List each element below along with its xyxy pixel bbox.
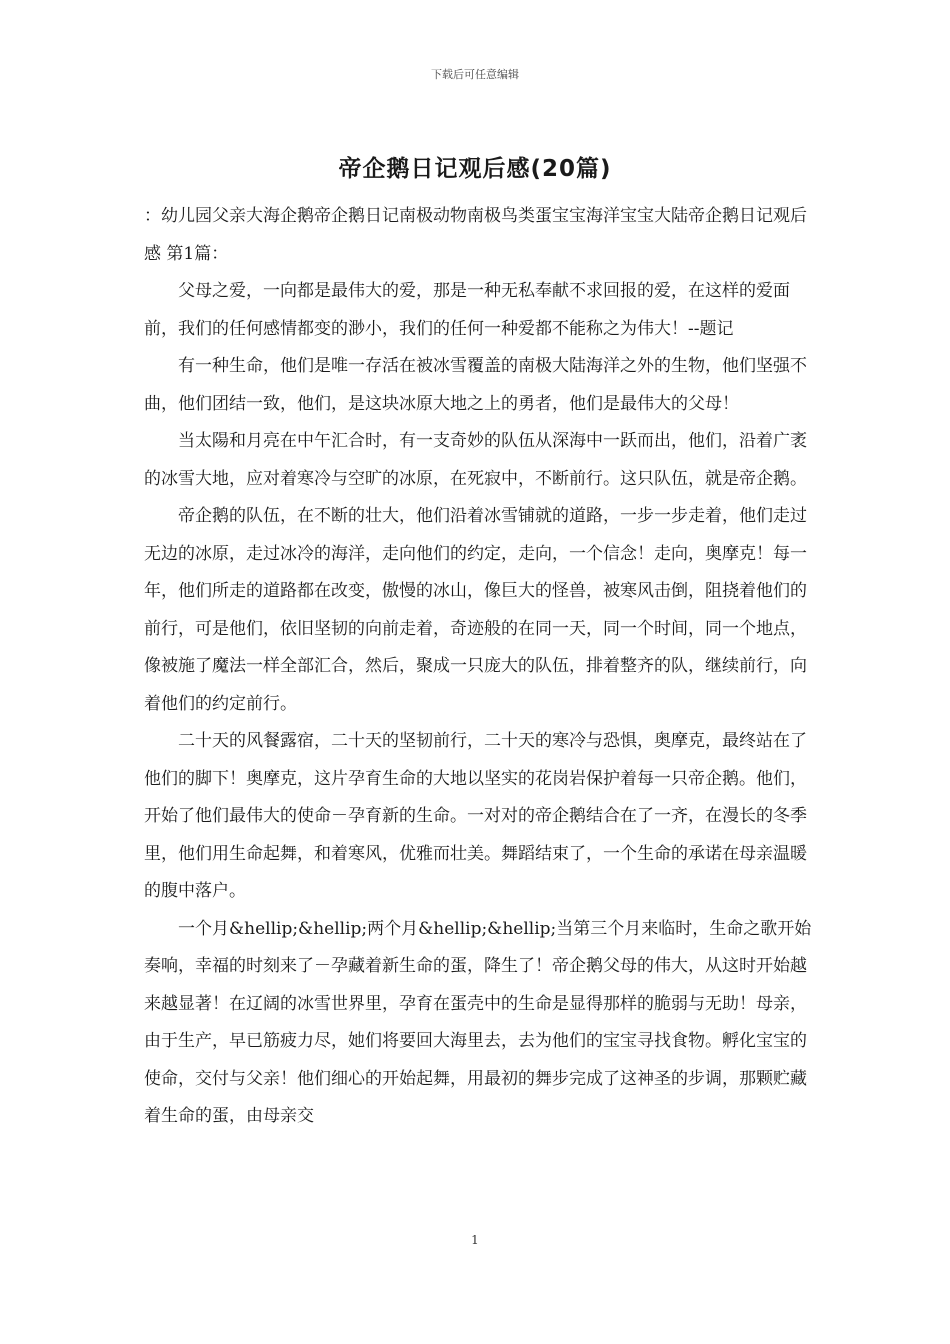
body-paragraph: 帝企鹅的队伍，在不断的壮大，他们沿着冰雪铺就的道路，一步一步走着，他们走过无边的冰原，走过冰冷的海洋，走向他们的约定，走向，一个信念！走向，奥摩克！每一年，他们所走的道路都在改变，傲慢的冰山，像巨大的怪兽，被寒风击倒，阻挠着他们的前行，可是他们，依旧坚韧的向前走着，奇迹般的在同一天，同一个时间，同一个地点，像被施了魔法一样全部汇合，然后，聚成一只庞大的队伍，排着整齐的队，继续前行，向着他们的约定前行。 <box>144 506 807 714</box>
body-paragraph: 有一种生命，他们是唯一存活在被冰雪覆盖的南极大陆海洋之外的生物，他们坚强不曲，他们团结一致，他们，是这块冰原大地之上的勇者，他们是最伟大的父母！ <box>144 356 807 414</box>
page-header-note: 下载后可任意编辑 <box>431 68 519 81</box>
lead-paragraph: ：幼儿园父亲大海企鹅帝企鹅日记南极动物南极鸟类蛋宝宝海洋宝宝大陆帝企鹅日记观后感 第1篇： <box>144 206 807 264</box>
document-body <box>144 198 812 1136</box>
body-paragraph: 二十天的风餐露宿，二十天的坚韧前行，二十天的寒冷与恐惧，奥摩克，最终站在了他们的脚下！奥摩克，这片孕育生命的大地以坚实的花岗岩保护着每一只帝企鹅。他们，开始了他们最伟大的使命－孕育新的生命。一对对的帝企鹅结合在了一齐，在漫长的冬季里，他们用生命起舞，和着寒风，优雅而壮美。舞蹈结束了，一个生命的承诺在母亲温暖的腹中落户。 <box>144 731 807 901</box>
body-paragraph: 父母之爱，一向都是最伟大的爱，那是一种无私奉献不求回报的爱，在这样的爱面前，我们的任何感情都变的渺小，我们的任何一种爱都不能称之为伟大！--题记 <box>144 281 790 339</box>
body-paragraph: 当太陽和月亮在中午汇合时，有一支奇妙的队伍从深海中一跃而出，他们，沿着广袤的冰雪大地，应对着寒冷与空旷的冰原，在死寂中，不断前行。这只队伍，就是帝企鹅。 <box>144 431 807 489</box>
page-number: 1 <box>471 1233 479 1247</box>
body-paragraph: 一个月&hellip;&hellip;两个月&hellip;&hellip;当第三个月来临时，生命之歌开始奏响，幸福的时刻来了－孕藏着新生命的蛋，降生了！帝企鹅父母的伟大，从这时开始越来越显著！在辽阔的冰雪世界里，孕育在蛋壳中的生命是显得那样的脆弱与无助！母亲，由于生产，早已筋疲力尽，她们将要回大海里去，去为他们的宝宝寻找食物。孵化宝宝的使命，交付与父亲！他们细心的开始起舞，用最初的舞步完成了这神圣的步调，那颗贮藏着生命的蛋，由母亲交 <box>144 918 812 1126</box>
document-title: 帝企鹅日记观后感(20篇) <box>338 156 612 182</box>
